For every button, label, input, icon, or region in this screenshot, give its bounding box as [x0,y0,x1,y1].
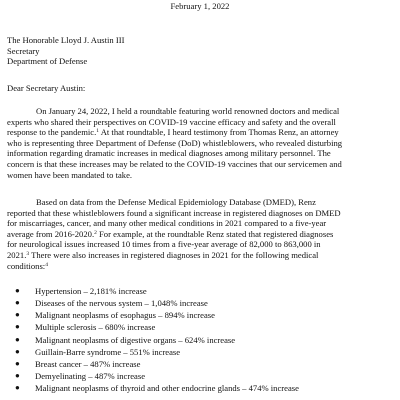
bullet-icon: ● [15,310,20,320]
paragraph-line: experts who shared their perspectives on COVID-19 vaccine efficacy and safety and the overall [7,116,336,127]
bullet-icon: ● [15,358,20,368]
paragraph-line: 2021.$^3$ There were also increases in registered diagnoses in 2021 for the following medical [7,249,319,260]
bullet-icon: ● [15,346,20,356]
salutation: Dear Secretary Austin: [7,83,86,93]
list-item [15,383,395,395]
conditions-list [15,285,395,395]
paragraph-line: information regarding dramatic increases in medical diagnoses among military personnel. The [7,148,331,159]
list-item-text: Hypertension – 2,181% increase [35,285,147,296]
addressee-title: Secretary [7,45,40,56]
footnote-ref: 1 [96,128,100,135]
letter-date: February 1, 2022 [170,1,230,11]
list-item [15,309,395,321]
paragraph-line: concern is that these increases may be related to the COVID-19 vaccines that our servicemen and [7,158,342,169]
list-item [15,297,395,309]
list-item-text: Malignant neoplasms of thyroid and other endocrine glands – 474% increase [35,383,299,394]
paragraph-line: for neurological issues increased 10 times from a five-year average of 82,000 to 863,000 in [7,239,321,250]
addressee-name: The Honorable Lloyd J. Austin III [7,35,125,45]
list-item [15,346,395,358]
bullet-icon: ● [15,285,20,295]
paragraph-dmed [7,197,387,271]
bullet-icon: ● [15,383,20,393]
list-item-text: Diseases of the nervous system – 1,048% increase [35,297,208,308]
list-item-text: Malignant neoplasms of digestive organs – 624% increase [35,334,236,345]
paragraph-line: Based on data from the Defense Medical Epidemiology Database (DMED), Renz [36,197,316,207]
paragraph-line: conditions:$^4$ [7,260,48,271]
footnote-ref: 4 [45,261,48,268]
paragraph-line: for miscarriages, cancer, and many other medical conditions in 2021 compared to a five-year [7,218,327,229]
bullet-icon: ● [15,322,20,332]
list-item [15,285,395,297]
paragraph-line: who is representing three Department of Defense (DoD) whistleblowers, who revealed disturbing [7,137,343,148]
list-item-text: Guillain-Barre syndrome – 551% increase [35,346,181,357]
paragraph-line: women have been mandated to take. [7,169,133,180]
list-item [15,334,395,346]
list-item [15,322,395,334]
list-item-text: Breast cancer – 487% increase [35,358,141,369]
bullet-icon: ● [15,371,20,381]
paragraph-line: response to the pandemic.$^1$ At that roundtable, I heard testimony from Thomas Renz, an attorney [7,127,339,138]
bullet-icon: ● [15,297,20,307]
addressee-department: Department of Defense [7,56,88,67]
addressee-block [7,35,387,67]
paragraph-line: average from 2016-2020.$^2$ For example, at the roundtable Renz stated that registered diagnoses [7,228,334,239]
list-item-text: Multiple sclerosis – 680% increase [35,322,156,333]
paragraph-line: reported that these whistleblowers found a significant increase in registered diagnoses on DMED [7,207,341,218]
footnote-ref: 3 [26,250,30,257]
footnote-ref: 2 [94,229,97,236]
list-item-text: Demyelinating – 487% increase [35,371,146,382]
list-item-text: Malignant neoplasms of esophagus – 894% increase [35,310,215,321]
list-item [15,370,395,382]
bullet-icon: ● [15,334,20,344]
paragraph-roundtable [7,106,387,180]
list-item [15,358,395,370]
paragraph-line: On January 24, 2022, I held a roundtable featuring world renowned doctors and medical [36,106,340,116]
